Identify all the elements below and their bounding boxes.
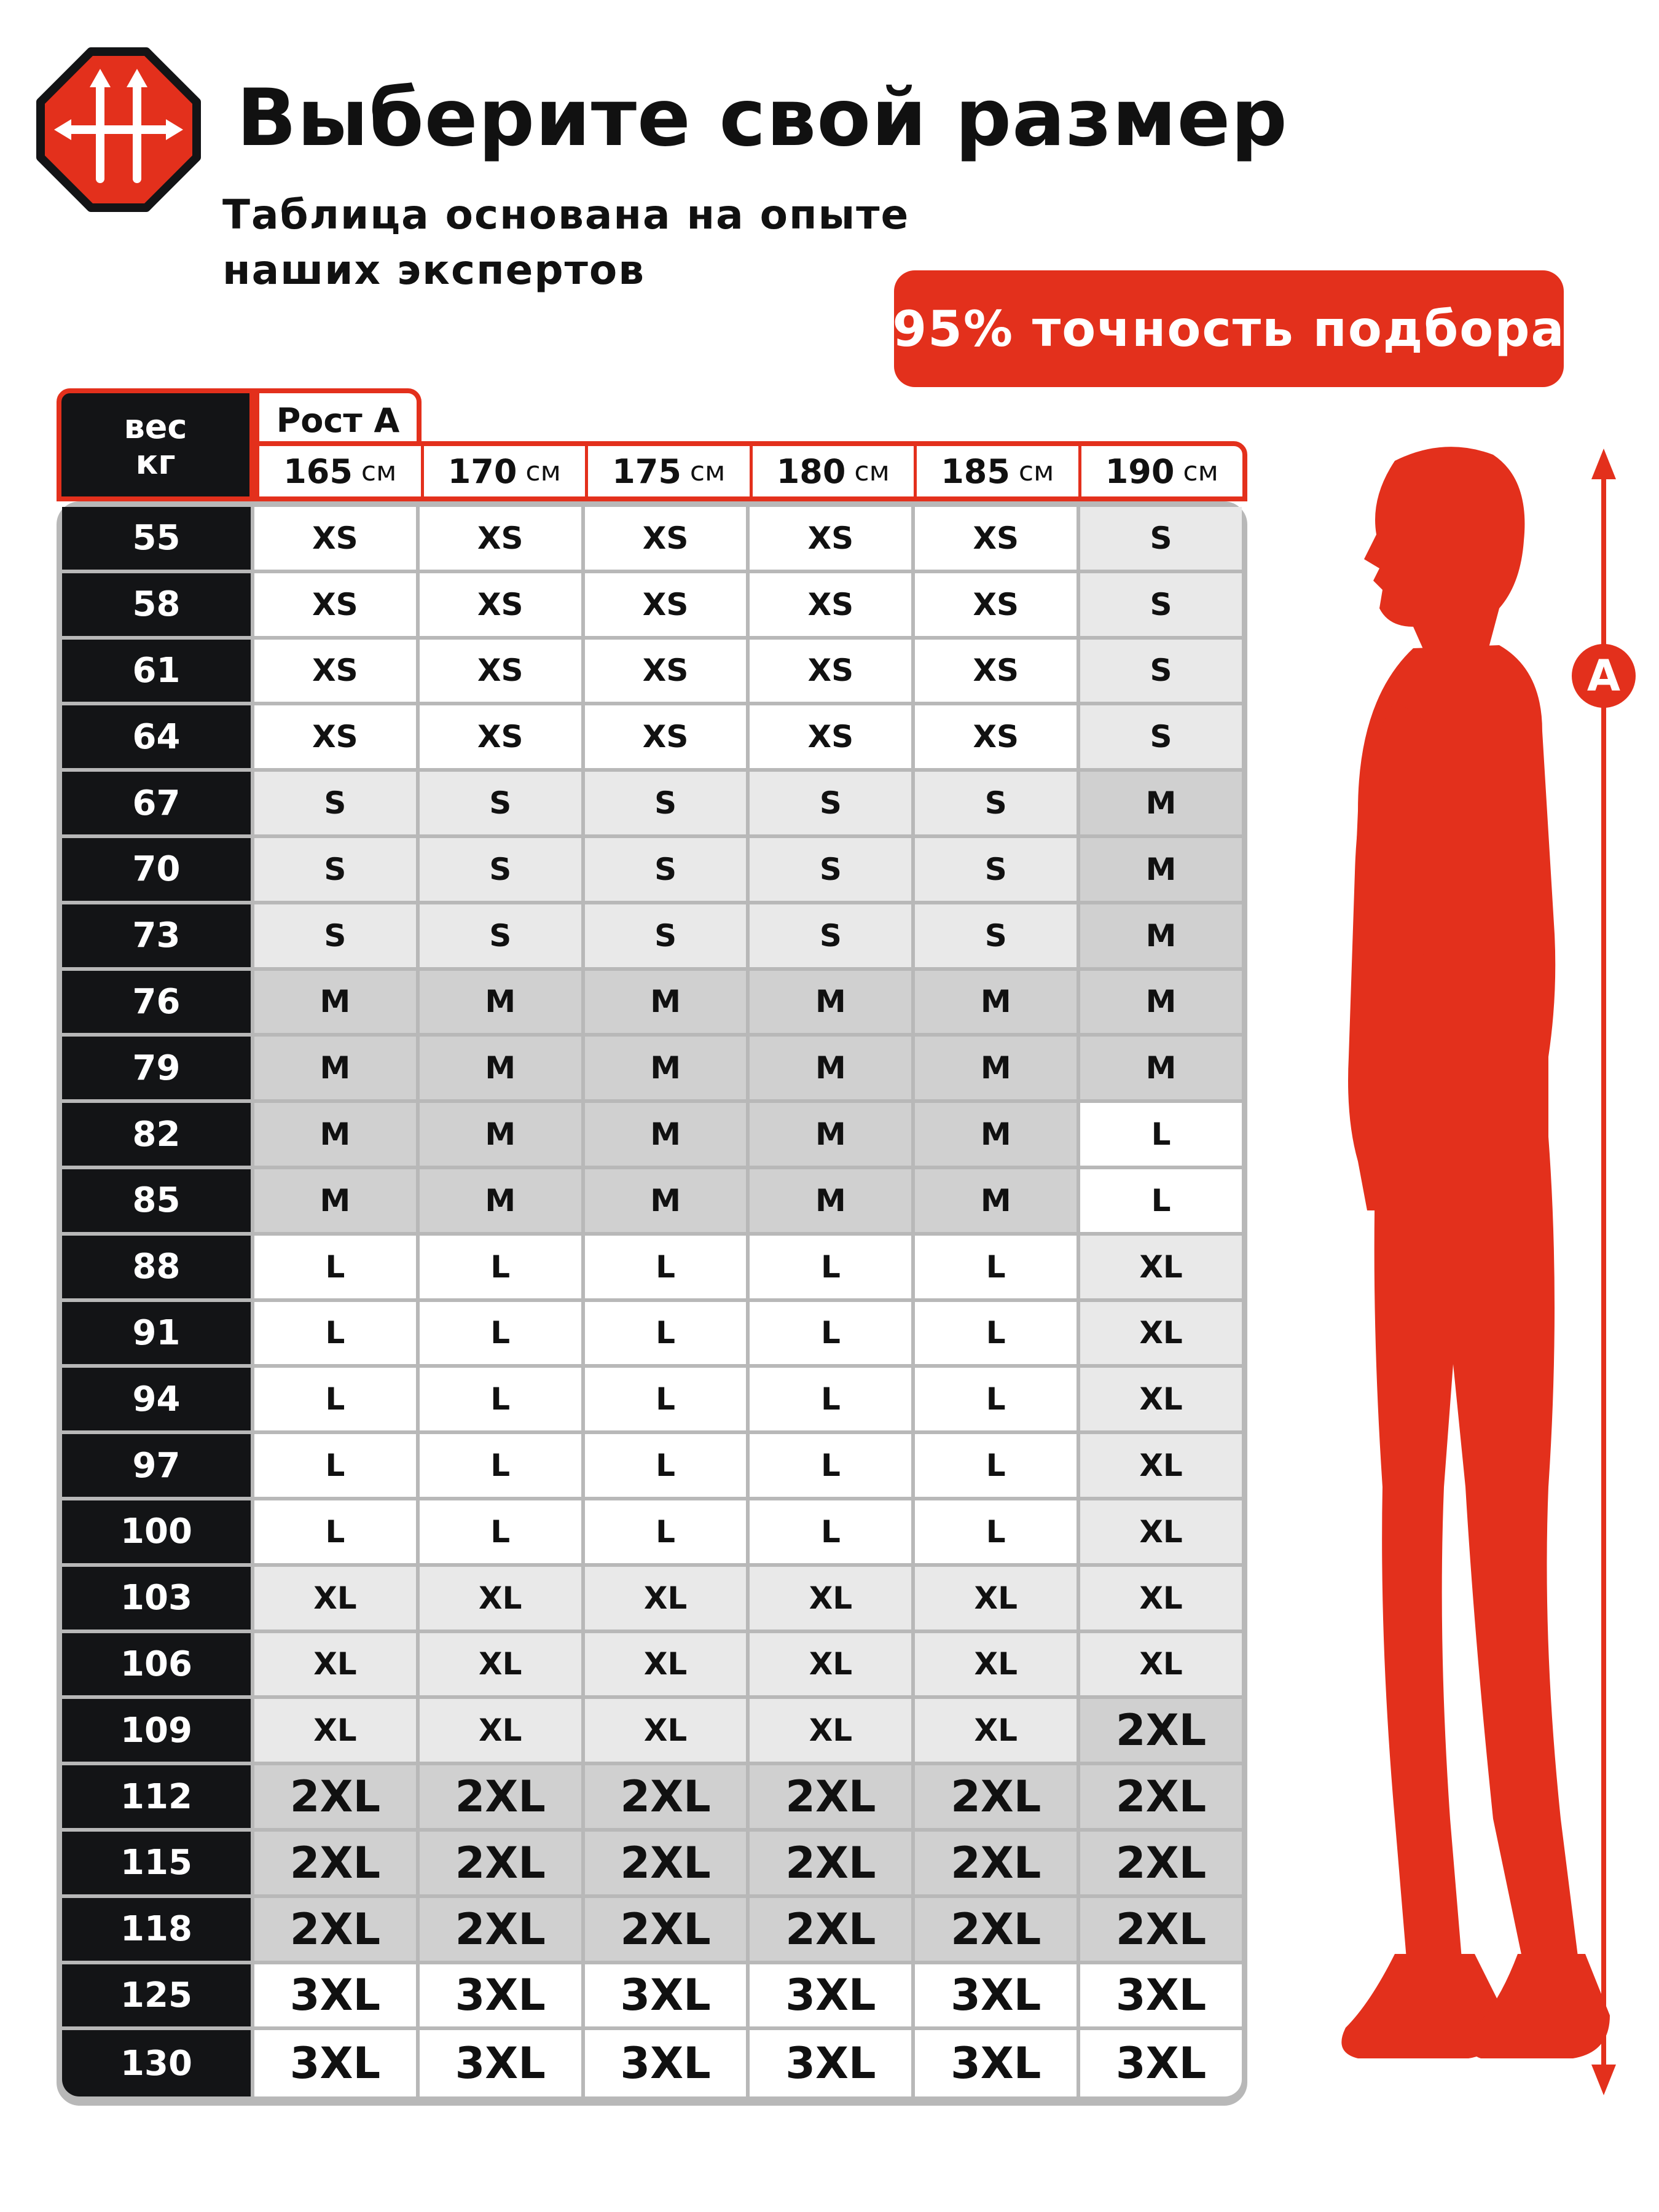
size-cell: S	[585, 772, 750, 838]
size-cell: M	[585, 971, 750, 1037]
size-cell: L	[420, 1500, 585, 1567]
size-cell: XS	[585, 507, 750, 573]
weight-cell: 67	[62, 772, 254, 838]
size-cell: M	[1080, 904, 1242, 971]
size-cell: M	[585, 1103, 750, 1169]
size-cell: 2XL	[1080, 1765, 1242, 1832]
size-cell: XL	[1080, 1368, 1242, 1434]
size-cell: XL	[1080, 1567, 1242, 1633]
size-cell: L	[420, 1434, 585, 1500]
size-cell: XL	[750, 1633, 915, 1700]
weight-cell: 115	[62, 1832, 254, 1898]
size-cell: XL	[750, 1699, 915, 1765]
height-header-cell	[424, 446, 589, 496]
table-row	[62, 772, 1242, 838]
table-row	[62, 1302, 1242, 1368]
size-cell: 3XL	[254, 1964, 420, 2031]
height-unit: см	[525, 455, 561, 487]
weight-cell: 100	[62, 1500, 254, 1567]
size-cell: L	[915, 1434, 1080, 1500]
size-cell: XL	[1080, 1302, 1242, 1368]
size-cell: 2XL	[420, 1832, 585, 1898]
size-cell: 2XL	[254, 1898, 420, 1964]
size-cell: 3XL	[750, 1964, 915, 2031]
page-subtitle	[222, 187, 909, 298]
height-unit: см	[854, 455, 890, 487]
size-cell: XS	[585, 640, 750, 706]
size-cell: 3XL	[915, 2030, 1080, 2096]
size-cell: XS	[915, 705, 1080, 772]
size-cell: L	[750, 1434, 915, 1500]
size-cell: M	[750, 1103, 915, 1169]
weight-cell: 109	[62, 1699, 254, 1765]
weight-cell: 58	[62, 573, 254, 640]
size-cell: 3XL	[585, 1964, 750, 2031]
size-cell: 2XL	[750, 1832, 915, 1898]
size-cell: M	[254, 971, 420, 1037]
size-cell: L	[915, 1236, 1080, 1302]
height-value: 190	[1105, 452, 1175, 491]
size-cell: M	[1080, 772, 1242, 838]
size-cell: S	[1080, 507, 1242, 573]
size-cell: L	[254, 1236, 420, 1302]
weight-cell: 73	[62, 904, 254, 971]
size-cell: S	[585, 838, 750, 904]
table-row	[62, 1037, 1242, 1103]
subtitle-line-1: Таблица основана на опыте	[222, 191, 910, 238]
weight-cell: 61	[62, 640, 254, 706]
size-cell: M	[915, 1169, 1080, 1236]
weight-cell: 112	[62, 1765, 254, 1832]
size-cell: 2XL	[585, 1832, 750, 1898]
size-cell: L	[915, 1302, 1080, 1368]
size-cell: L	[750, 1236, 915, 1302]
weight-cell: 82	[62, 1103, 254, 1169]
height-unit: см	[361, 455, 397, 487]
size-cell: M	[254, 1169, 420, 1236]
size-cell: L	[750, 1302, 915, 1368]
size-cell: 3XL	[585, 2030, 750, 2096]
size-cell: S	[420, 772, 585, 838]
table-row	[62, 1567, 1242, 1633]
table-row	[62, 2030, 1242, 2096]
size-cell: L	[1080, 1169, 1242, 1236]
table-row	[62, 1964, 1242, 2031]
size-cell: XL	[1080, 1500, 1242, 1567]
size-cell: S	[1080, 640, 1242, 706]
size-cell: M	[1080, 1037, 1242, 1103]
height-header-cell	[1081, 446, 1243, 496]
size-cell: XL	[1080, 1633, 1242, 1700]
weight-header-label: вес	[124, 407, 187, 446]
size-cell: XL	[254, 1633, 420, 1700]
size-cell: 3XL	[420, 1964, 585, 2031]
size-cell: 2XL	[1080, 1898, 1242, 1964]
size-cell: 2XL	[750, 1765, 915, 1832]
weight-cell: 94	[62, 1368, 254, 1434]
weight-cell: 130	[62, 2030, 254, 2096]
height-marker-label: A	[1586, 651, 1621, 701]
size-cell: L	[585, 1434, 750, 1500]
height-unit: см	[1183, 455, 1218, 487]
size-cell: S	[254, 838, 420, 904]
weight-cell: 88	[62, 1236, 254, 1302]
size-cell: XL	[915, 1567, 1080, 1633]
weight-cell: 125	[62, 1964, 254, 2031]
height-value: 175	[612, 452, 681, 491]
size-cell: M	[750, 1169, 915, 1236]
weight-header-unit: кг	[135, 443, 176, 482]
weight-cell: 64	[62, 705, 254, 772]
crossed-arrows-logo-icon	[36, 47, 202, 213]
size-cell: XS	[254, 640, 420, 706]
table-row	[62, 1169, 1242, 1236]
size-cell: XS	[750, 705, 915, 772]
size-cell: M	[420, 1103, 585, 1169]
weight-cell: 91	[62, 1302, 254, 1368]
size-cell: L	[254, 1500, 420, 1567]
table-row	[62, 507, 1242, 573]
size-cell: 2XL	[750, 1898, 915, 1964]
size-cell: 3XL	[254, 2030, 420, 2096]
size-cell: XS	[750, 640, 915, 706]
size-cell: S	[750, 772, 915, 838]
table-row	[62, 1699, 1242, 1765]
size-cell: 2XL	[420, 1765, 585, 1832]
size-cell: XS	[420, 507, 585, 573]
height-unit: см	[689, 455, 726, 487]
size-cell: L	[585, 1500, 750, 1567]
weight-cell: 106	[62, 1633, 254, 1700]
size-cell: 2XL	[254, 1765, 420, 1832]
height-group-header: Рост А	[254, 388, 422, 447]
size-cell: XS	[915, 507, 1080, 573]
height-header-cell	[917, 446, 1081, 496]
size-cell: L	[254, 1368, 420, 1434]
table-row	[62, 573, 1242, 640]
size-cell: S	[750, 904, 915, 971]
table-row	[62, 1368, 1242, 1434]
size-cell: M	[420, 971, 585, 1037]
height-value: 165	[283, 452, 353, 491]
height-value: 170	[447, 452, 517, 491]
weight-cell: 70	[62, 838, 254, 904]
size-cell: L	[420, 1368, 585, 1434]
size-cell: XS	[420, 640, 585, 706]
height-value: 185	[941, 452, 1010, 491]
size-cell: 3XL	[750, 2030, 915, 2096]
table-row	[62, 1103, 1242, 1169]
size-cell: M	[254, 1103, 420, 1169]
size-cell: XL	[420, 1699, 585, 1765]
size-cell: XS	[585, 573, 750, 640]
height-value: 180	[776, 452, 846, 491]
size-cell: M	[585, 1037, 750, 1103]
size-cell: M	[420, 1037, 585, 1103]
height-columns-header	[254, 441, 1247, 501]
size-cell: 3XL	[420, 2030, 585, 2096]
size-cell: XL	[1080, 1236, 1242, 1302]
size-cell: XL	[915, 1633, 1080, 1700]
table-row	[62, 1236, 1242, 1302]
size-cell: S	[254, 772, 420, 838]
table-row	[62, 640, 1242, 706]
table-row	[62, 705, 1242, 772]
table-row	[62, 1898, 1242, 1964]
size-cell: XL	[1080, 1434, 1242, 1500]
size-cell: XL	[254, 1699, 420, 1765]
size-cell: S	[1080, 705, 1242, 772]
size-cell: S	[585, 904, 750, 971]
size-cell: 3XL	[1080, 2030, 1242, 2096]
size-cell: 2XL	[585, 1898, 750, 1964]
size-cell: XS	[254, 705, 420, 772]
size-cell: L	[585, 1368, 750, 1434]
weight-cell: 97	[62, 1434, 254, 1500]
height-unit: см	[1018, 455, 1054, 487]
weight-cell: 118	[62, 1898, 254, 1964]
table-row	[62, 1832, 1242, 1898]
size-cell: XS	[254, 507, 420, 573]
size-cell: XL	[750, 1567, 915, 1633]
weight-cell: 79	[62, 1037, 254, 1103]
weight-header	[57, 388, 254, 501]
size-cell: M	[585, 1169, 750, 1236]
size-cell: XS	[420, 573, 585, 640]
size-cell: L	[420, 1302, 585, 1368]
size-cell: XL	[254, 1567, 420, 1633]
size-cell: S	[750, 838, 915, 904]
size-cell: 2XL	[915, 1832, 1080, 1898]
size-cell: XL	[585, 1567, 750, 1633]
table-row	[62, 904, 1242, 971]
table-row	[62, 1434, 1242, 1500]
table-row	[62, 838, 1242, 904]
size-cell: M	[1080, 838, 1242, 904]
size-cell: M	[750, 971, 915, 1037]
weight-cell: 103	[62, 1567, 254, 1633]
size-cell: XL	[420, 1633, 585, 1700]
size-cell: 3XL	[1080, 1964, 1242, 2031]
size-cell: S	[420, 904, 585, 971]
table-row	[62, 971, 1242, 1037]
size-cell: S	[420, 838, 585, 904]
height-header-cell	[753, 446, 917, 496]
size-cell: XS	[915, 640, 1080, 706]
size-cell: XS	[254, 573, 420, 640]
size-cell: XS	[750, 507, 915, 573]
size-cell: L	[254, 1434, 420, 1500]
size-table	[57, 388, 1247, 2106]
size-cell: S	[915, 772, 1080, 838]
height-header-cell	[588, 446, 753, 496]
height-header-cell	[259, 446, 424, 496]
size-cell: XL	[420, 1567, 585, 1633]
size-cell: XS	[915, 573, 1080, 640]
accuracy-badge: 95% точность подбора	[894, 270, 1564, 387]
size-cell: L	[1080, 1103, 1242, 1169]
size-cell: XS	[750, 573, 915, 640]
size-cell: 2XL	[420, 1898, 585, 1964]
size-cell: XL	[915, 1699, 1080, 1765]
size-cell: 2XL	[585, 1765, 750, 1832]
size-cell: M	[1080, 971, 1242, 1037]
weight-cell: 76	[62, 971, 254, 1037]
size-cell: L	[750, 1368, 915, 1434]
weight-cell: 55	[62, 507, 254, 573]
size-cell: M	[750, 1037, 915, 1103]
size-cell: XL	[585, 1699, 750, 1765]
size-cell: L	[420, 1236, 585, 1302]
size-cell: 3XL	[915, 1964, 1080, 2031]
table-row	[62, 1633, 1242, 1700]
subtitle-line-2: наших экспертов	[222, 246, 646, 294]
size-cell: L	[585, 1302, 750, 1368]
size-cell: 2XL	[915, 1765, 1080, 1832]
size-cell: 2XL	[254, 1832, 420, 1898]
size-cell: 2XL	[1080, 1699, 1242, 1765]
size-cell: M	[420, 1169, 585, 1236]
size-cell: M	[915, 1103, 1080, 1169]
size-cell: L	[915, 1500, 1080, 1567]
size-cell: M	[915, 971, 1080, 1037]
size-cell: S	[915, 904, 1080, 971]
size-cell: 2XL	[1080, 1832, 1242, 1898]
size-cell: L	[254, 1302, 420, 1368]
size-cell: S	[915, 838, 1080, 904]
size-cell: L	[915, 1368, 1080, 1434]
weight-cell: 85	[62, 1169, 254, 1236]
size-cell: S	[1080, 573, 1242, 640]
table-row	[62, 1500, 1242, 1567]
size-cell: XL	[585, 1633, 750, 1700]
size-cell: M	[254, 1037, 420, 1103]
size-rows	[62, 507, 1242, 2096]
table-row	[62, 1765, 1242, 1832]
size-cell: 2XL	[915, 1898, 1080, 1964]
size-cell: XS	[585, 705, 750, 772]
size-cell: M	[915, 1037, 1080, 1103]
size-cell: L	[585, 1236, 750, 1302]
size-cell: L	[750, 1500, 915, 1567]
size-cell: S	[254, 904, 420, 971]
page-title: Выберите свой размер	[237, 73, 1288, 164]
size-cell: XS	[420, 705, 585, 772]
